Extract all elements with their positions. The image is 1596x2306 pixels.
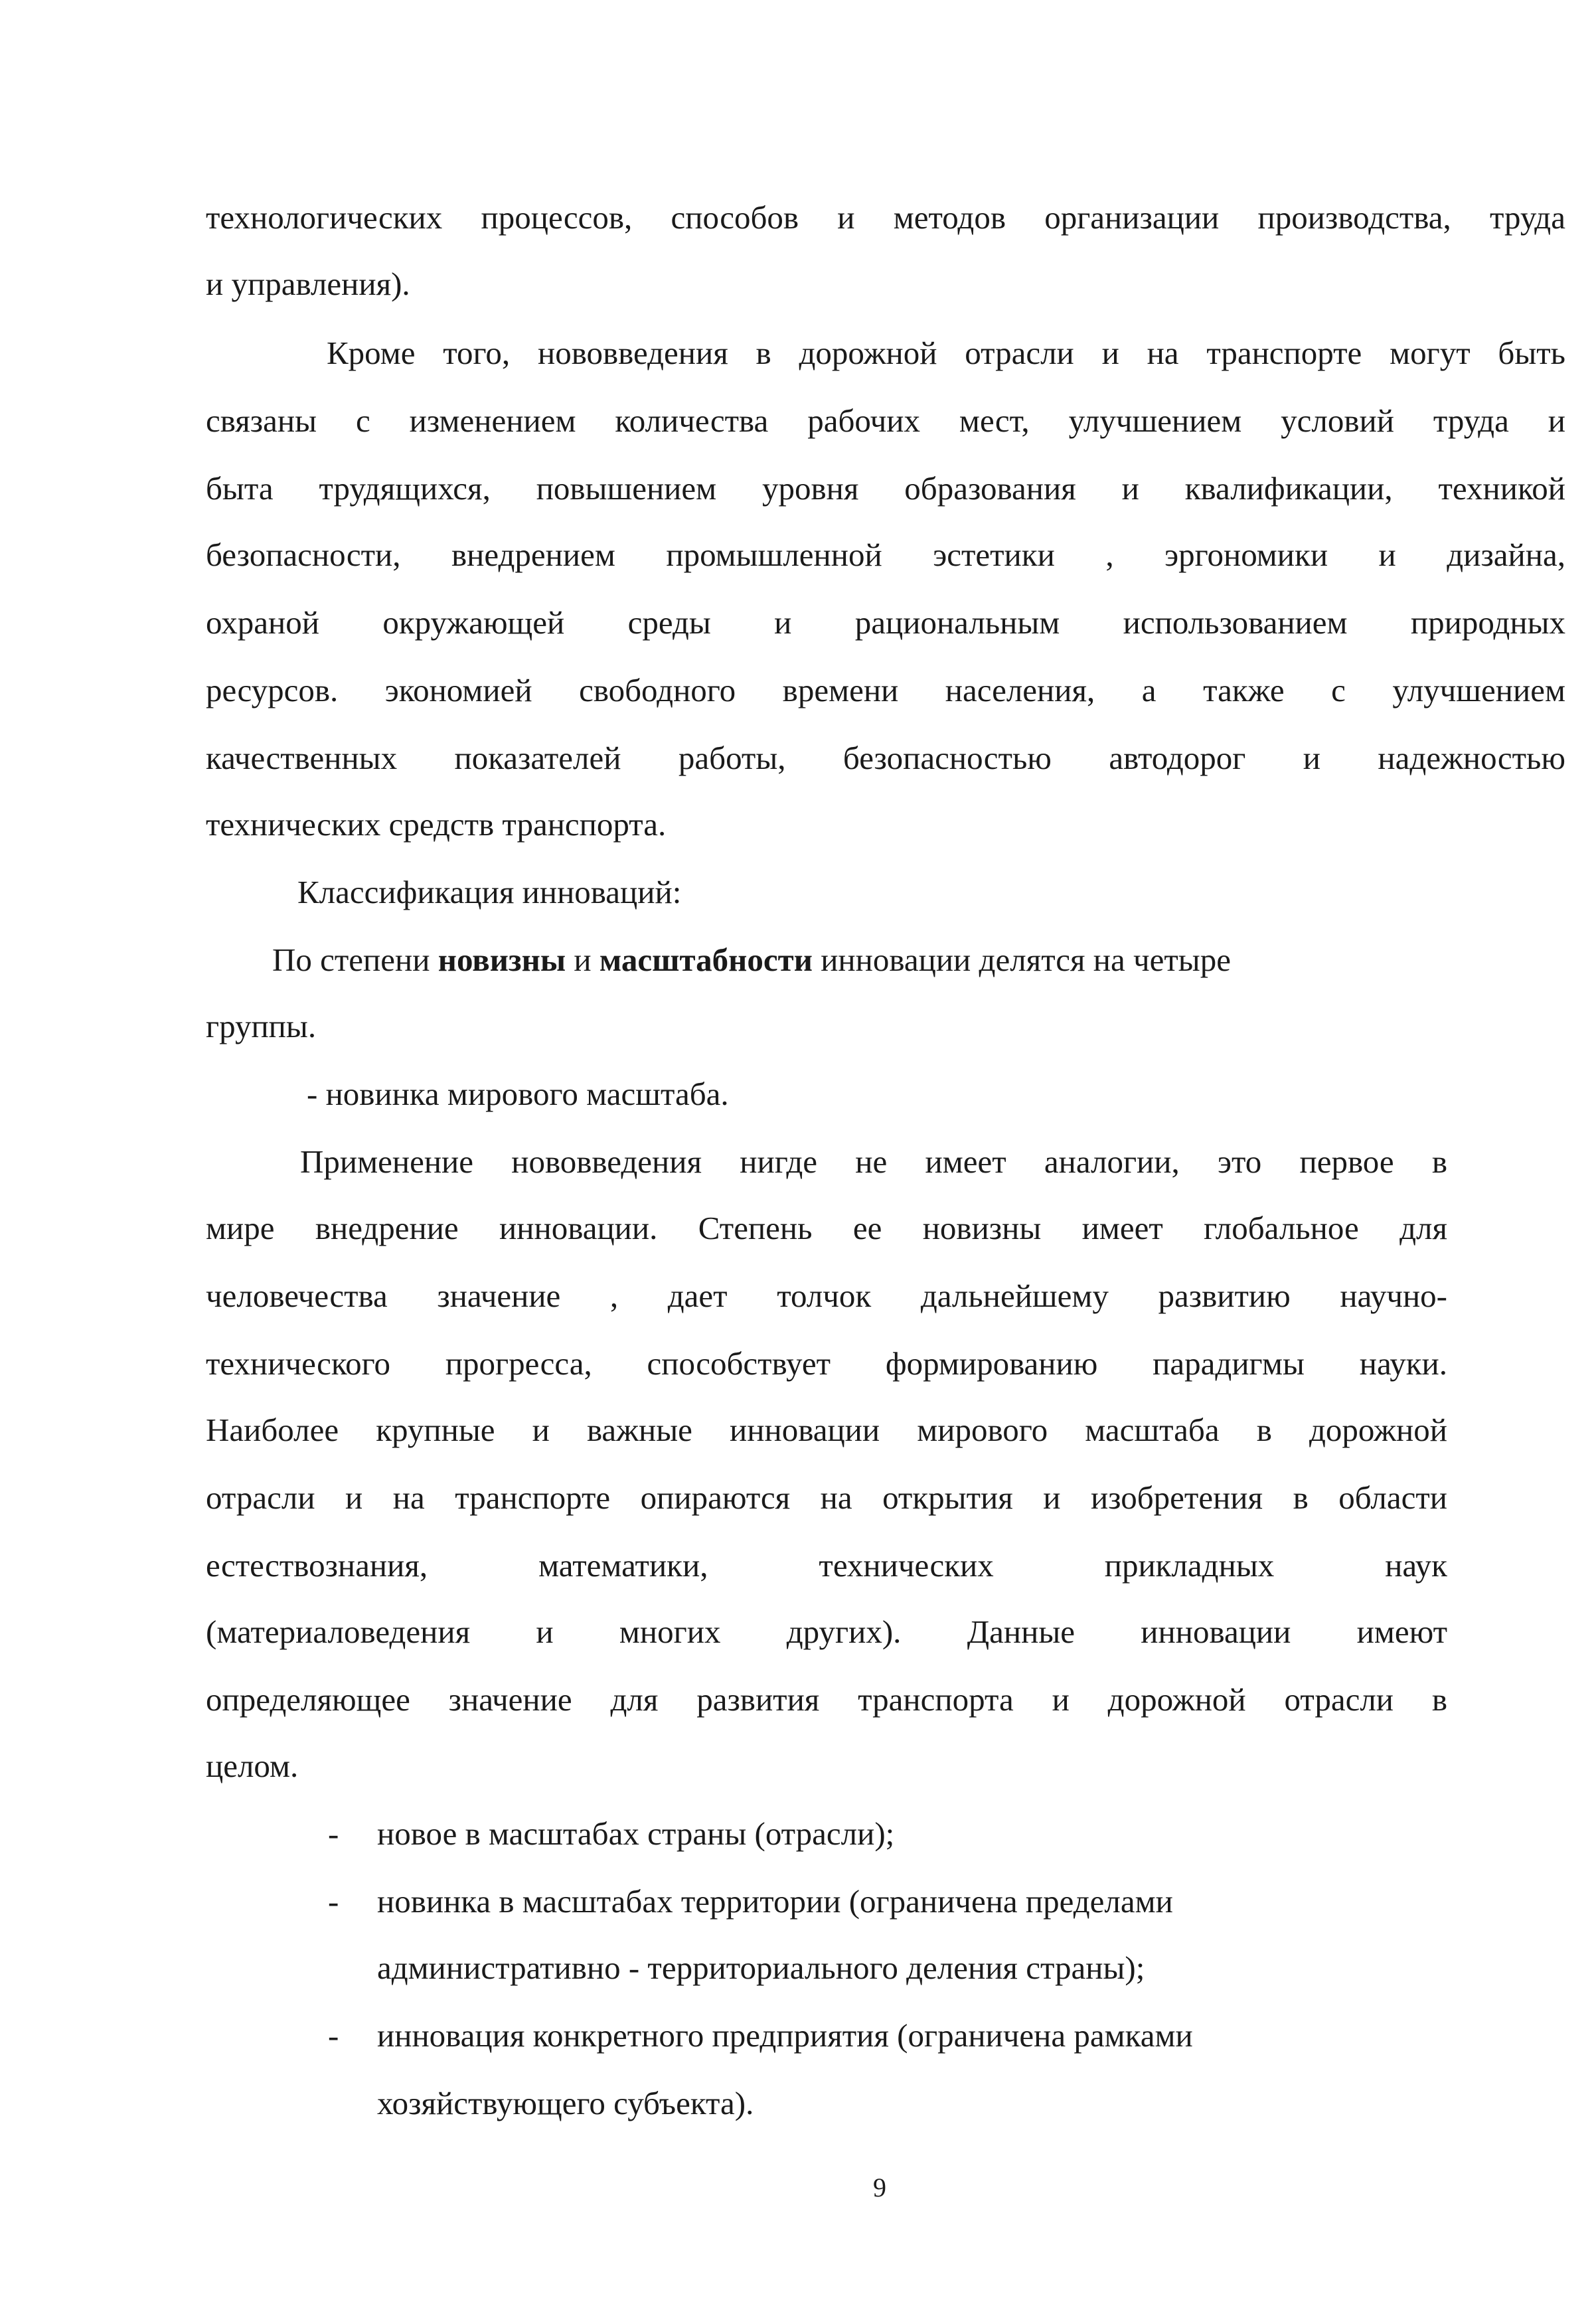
- paragraph-line: технологических процессов, способов и методов организации производства, труда: [206, 199, 1565, 236]
- paragraph-line: определяющее значение для развития транспорта и дорожной отрасли в: [206, 1681, 1447, 1718]
- section-heading: Классификация инноваций:: [297, 874, 682, 910]
- paragraph-line: Наиболее крупные и важные инновации мирового масштаба в дорожной: [206, 1412, 1447, 1448]
- paragraph-line: группы.: [206, 1008, 317, 1044]
- paragraph-line: (материаловедения и многих других). Данные инновации имеют: [206, 1613, 1447, 1650]
- subheading-line: - новинка мирового масштаба.: [307, 1076, 729, 1112]
- paragraph-line: естествознания, математики, технических прикладных наук: [206, 1547, 1447, 1584]
- paragraph-line: целом.: [206, 1748, 299, 1784]
- paragraph-line: [272, 940, 1231, 980]
- text-run: По степени: [272, 942, 438, 978]
- paragraph-line: Применение нововведения нигде не имеет аналогии, это первое в: [300, 1143, 1447, 1180]
- paragraph-line: связаны с изменением количества рабочих мест, улучшением условий труда и: [206, 402, 1565, 439]
- text-run: инновации делятся на четыре: [812, 942, 1231, 978]
- list-item-continuation: хозяйствующего субъекта).: [377, 2085, 754, 2121]
- list-item: инновация конкретного предприятия (ограничена рамками: [377, 2017, 1193, 2054]
- bold-term-scale: масштабности: [599, 942, 813, 978]
- paragraph-line: и управления).: [206, 266, 410, 302]
- page-number: 9: [873, 2173, 886, 2202]
- paragraph-line: Кроме того, нововведения в дорожной отрасли и на транспорте могут быть: [327, 335, 1565, 371]
- paragraph-line: быта трудящихся, повышением уровня образования и квалификации, техникой: [206, 470, 1565, 507]
- bold-term-novelty: новизны: [438, 942, 566, 978]
- paragraph-line: человечества значение , дает толчок дальнейшему развитию научно-: [206, 1277, 1447, 1314]
- paragraph-line: охраной окружающей среды и рациональным использованием природных: [206, 604, 1565, 641]
- paragraph-line: технических средств транспорта.: [206, 806, 667, 843]
- paragraph-line: отрасли и на транспорте опираются на открытия и изобретения в области: [206, 1479, 1447, 1516]
- paragraph-line: безопасности, внедрением промышленной эстетики , эргономики и дизайна,: [206, 536, 1565, 573]
- paragraph-line: мире внедрение инновации. Степень ее новизны имеет глобальное для: [206, 1210, 1447, 1246]
- list-item: новое в масштабах страны (отрасли);: [377, 1815, 895, 1852]
- paragraph-line: качественных показателей работы, безопасностью автодорог и надежностью: [206, 740, 1565, 776]
- list-item-continuation: административно - территориального деления страны);: [377, 1949, 1145, 1986]
- list-dash: -: [328, 2017, 339, 2054]
- list-item: новинка в масштабах территории (ограничена пределами: [377, 1883, 1173, 1920]
- paragraph-line: ресурсов. экономией свободного времени населения, а также с улучшением: [206, 672, 1565, 708]
- list-dash: -: [328, 1883, 339, 1920]
- list-dash: -: [328, 1815, 339, 1852]
- paragraph-line: технического прогресса, способствует формированию парадигмы науки.: [206, 1345, 1447, 1382]
- text-run: и: [566, 942, 599, 978]
